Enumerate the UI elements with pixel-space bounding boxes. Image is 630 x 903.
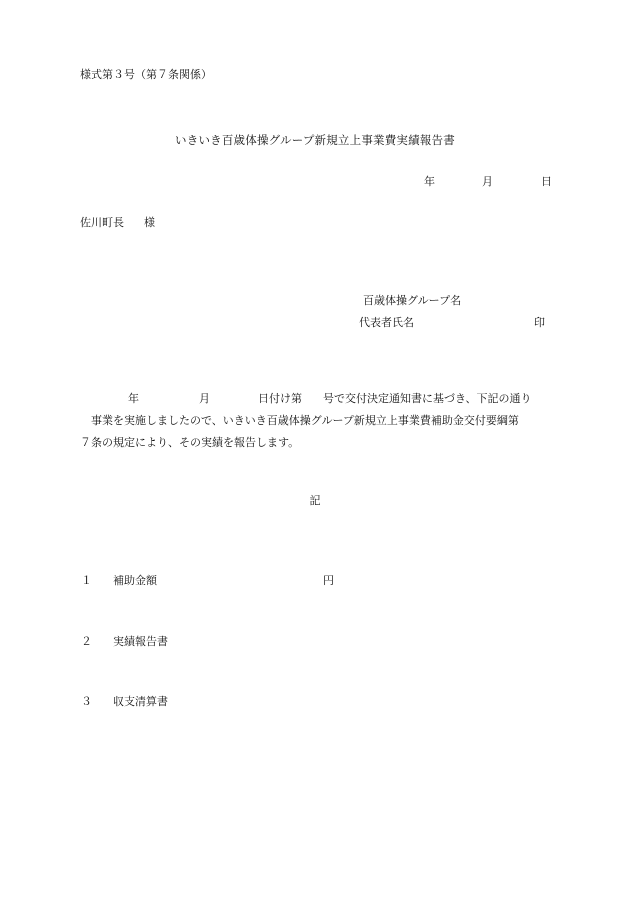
addressee <box>80 217 155 228</box>
ki-heading: 記 <box>309 494 321 507</box>
item-label-performance-report: 実績報告書 <box>113 635 168 648</box>
addressee-honorific: 様 <box>144 216 155 229</box>
date-month-label: 月 <box>482 175 493 188</box>
representative-label: 代表者氏名 <box>359 316 414 329</box>
item-unit-yen: 円 <box>323 574 334 587</box>
item-label-settlement-statement: 収支清算書 <box>113 695 168 708</box>
date-day-label: 日 <box>541 175 552 188</box>
body-line2: 事業を実施しましたので、いきいき百歳体操グループ新規立上事業費補助金交付要綱第 <box>91 414 519 427</box>
item-number: ３ <box>81 695 92 708</box>
addressee-name: 佐川町長 <box>80 216 124 229</box>
form-number: 様式第３号（第７条関係） <box>80 68 212 81</box>
group-name-label: 百歳体操グループ名 <box>363 294 462 307</box>
item-number: ２ <box>81 635 92 648</box>
seal-mark: 印 <box>534 316 545 329</box>
body-year-label: 年 <box>128 392 139 405</box>
date-year-label: 年 <box>424 175 435 188</box>
body-line1-rest: 号で交付決定通知書に基づき、下記の通り <box>323 392 532 405</box>
item-number: １ <box>81 574 92 587</box>
body-dated-label: 日付け第 <box>258 392 302 405</box>
document-title: いきいき百歳体操グループ新規立上事業費実績報告書 <box>175 133 455 147</box>
body-line3: ７条の規定により、その実績を報告します。 <box>80 436 300 449</box>
body-month-label: 月 <box>199 392 210 405</box>
item-label-subsidy-amount: 補助金額 <box>113 574 157 587</box>
